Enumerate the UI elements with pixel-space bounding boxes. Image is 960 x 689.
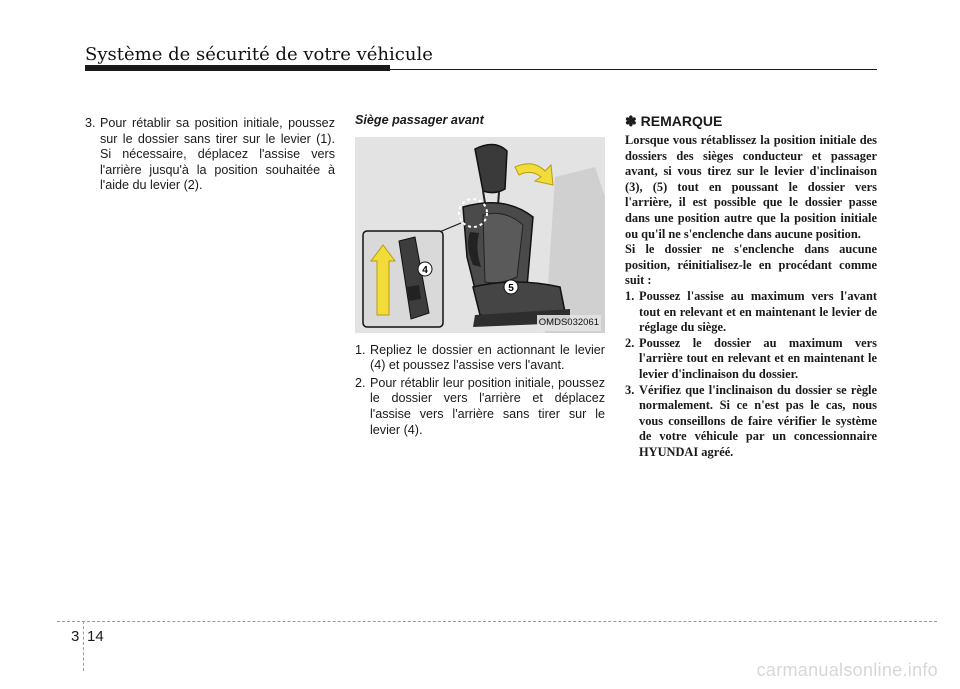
list-item-number: 1. bbox=[355, 342, 366, 357]
list-item-number: 2. bbox=[355, 375, 366, 390]
footer-rule bbox=[57, 621, 937, 622]
callout-4: 4 bbox=[422, 264, 428, 276]
remark-title bbox=[625, 113, 877, 130]
remark-symbol: ✽ bbox=[625, 113, 637, 129]
watermark: carmanualsonline.info bbox=[756, 660, 938, 680]
remark-paragraph-1: Lorsque vous rétablissez la position initiale des dossiers des sièges conducteur et passager avant, si vous tirez sur le levier d'inclinaison (3), (5) tout en poussant le dossier vers l'arrière, il est possible que le dossier passe dans une position autre que la position initiale ou qu'il ne s'enclenche dans aucune position. bbox=[625, 133, 877, 241]
seat-illustration bbox=[355, 137, 605, 333]
remark-item-1 bbox=[625, 289, 877, 336]
list-item-1 bbox=[355, 343, 605, 374]
remark-item-number: 2. bbox=[625, 335, 635, 350]
remark-item-number: 1. bbox=[625, 288, 635, 303]
figure-code: OMDS032061 bbox=[537, 315, 601, 331]
column-middle bbox=[355, 113, 605, 440]
remark-paragraph-2: Si le dossier ne s'enclenche dans aucune position, réinitialisez-le en procédant comme suit : bbox=[625, 242, 877, 288]
list-item-number: 3. bbox=[85, 116, 96, 130]
header-bar bbox=[85, 65, 390, 71]
remark-body bbox=[625, 133, 877, 460]
page-number: 14 bbox=[87, 628, 104, 645]
remark-item-number: 3. bbox=[625, 382, 635, 397]
remark-item-text: Vérifiez que l'inclinaison du dossier se règle normalement. Si ce n'est pas le cas, nous vous conseillons de faire vérifier le système de votre véhicule par un concessionnaire HYUNDAI agréé. bbox=[639, 382, 877, 459]
list-item-text: Pour rétablir sa position initiale, poussez sur le dossier sans tirer sur le levier (1). Si nécessaire, déplacez l'assise vers l'arrière jusqu'à la position souhaitée à l'aide du levier (2). bbox=[100, 116, 335, 193]
column-left bbox=[85, 116, 335, 196]
seat-drawing bbox=[355, 137, 605, 333]
footer-divider bbox=[83, 621, 84, 671]
remark-item-text: Poussez l'assise au maximum vers l'avant tout en relevant et en maintenant le levier de réglage du siège. bbox=[639, 288, 877, 335]
remark-item-2 bbox=[625, 336, 877, 383]
list-item-2 bbox=[355, 376, 605, 438]
remark-title-text: REMARQUE bbox=[640, 113, 723, 129]
section-title-passenger-seat: Siège passager avant bbox=[355, 113, 484, 127]
list-item-3 bbox=[85, 116, 335, 194]
list-item-text: Repliez le dossier en actionnant le levier (4) et poussez l'assise vers l'avant. bbox=[370, 342, 605, 373]
section-number: 3 bbox=[71, 628, 80, 645]
remark-item-3 bbox=[625, 383, 877, 461]
remark-box bbox=[625, 113, 877, 460]
remark-item-text: Poussez le dossier au maximum vers l'arrière tout en relevant et en maintenant le levier d'inclinaison du dossier. bbox=[639, 335, 877, 381]
header-rule bbox=[390, 69, 877, 70]
list-item-text: Pour rétablir leur position initiale, poussez le dossier vers l'arrière et déplacez l'assise vers l'arrière sans tirer sur le levier (4). bbox=[370, 375, 605, 437]
header-title: Système de sécurité de votre véhicule bbox=[85, 44, 433, 65]
callout-5: 5 bbox=[508, 282, 514, 294]
